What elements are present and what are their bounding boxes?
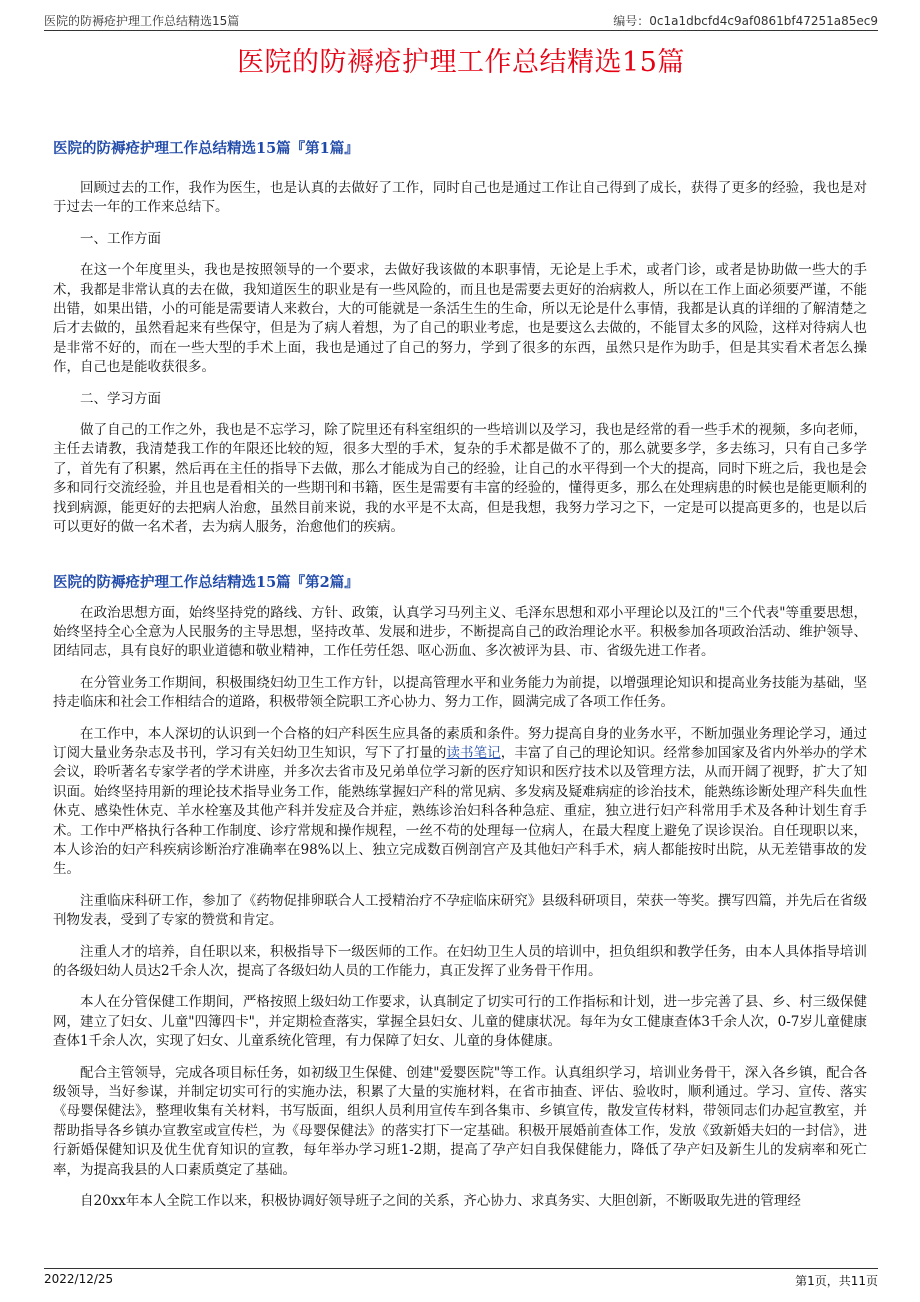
reading-notes-link[interactable]: 读书笔记 xyxy=(446,744,501,761)
paragraph: 配合主管领导，完成各项目标任务，如初级卫生保健、创建"爱婴医院"等工作。认真组织学习，培训业务骨干，深入各乡镇，配合各级领导，当好参谋，并制定切实可行的实施办法，积累了大量的实施材料，在省市抽查、评估、验收时，顺利通过。学习、宣传、落实《母婴保健法》，整理收集有关材料，书写版面，组织人员利用宣传车到各集市、乡镇宣传，散发宣传材料，带领同志们办起宣教室，并帮助指导各乡镇办宣教室或宣传栏，为《母婴保健法》的落实打下一定基础。积极开展婚前查体工作，发放《致新婚夫妇的一封信》，进行新婚保健知识及优生优育知识的宣教，每年举办学习班1-2期，提高了孕产妇自我保健能力，降低了孕产妇及新生儿的发病率和死亡率，为提高我县的人口素质奠定了基础。 xyxy=(53,1064,867,1178)
header-doc-title: 医院的防褥疮护理工作总结精选15篇 xyxy=(44,14,240,28)
page-header xyxy=(44,8,878,31)
paragraph: 在政治思想方面，始终坚持党的路线、方针、政策，认真学习马列主义、毛泽东思想和邓小平理论以及江的"三个代表"等重要思想，始终坚持全心全意为人民服务的主导思想，坚持改革、发展和进步，不断提高自己的政治理论水平。积极参加各项政治活动、维护领导、团结同志，具有良好的职业道德和敬业精神，工作任劳任怨、呕心沥血、多次被评为县、市、省级先进工作者。 xyxy=(53,604,867,660)
paragraph: 在这一个年度里头，我也是按照领导的一个要求，去做好我该做的本职事情，无论是上手术，或者门诊，或者是协助做一些大的手术，我都是非常认真的去在做，我知道医生的职业是有一些风险的，而且也是需要去更好的治病救人，所以在工作上面必须要严谨，不能出错，如果出错，小的可能是需要请人来救台，大的可能就是一条活生生的生命，所以无论是什么事情，我都是认真的详细的了解清楚之后才去做的，虽然看起来有些保守，但是为了病人着想，为了自己的职业考虑，也是要这么去做的，不能冒太多的风险，这样对待病人也是非常不好的，而在一些大型的手术上面，我也是通过了自己的努力，学到了很多的东西，虽然只是作为助手，但是其实看术者怎么操作，自己也是能收获很多。 xyxy=(53,262,867,376)
section-2-title: 医院的防褥疮护理工作总结精选15篇『第2篇』 xyxy=(53,573,359,591)
paragraph-text: ，丰富了自己的理论知识。经常参加国家及省内外举办的学术会议，聆听著名专家学者的学术讲座，并多次去省市及兄弟单位学习新的医疗知识和医疗技术以及管理方法，从而开阔了视野，扩大了知识面。始终坚持用新的理论技术指导业务工作，能熟练掌握妇产科的常见病、多发病及疑难病症的诊治技术，能熟练诊断处理产科失血性休克、感染性休克、羊水栓塞及其他产科并发症及合并症，熟练诊治妇科各种急症、重症，独立进行妇产科常用手术及各种计划生育手术。工作中严格执行各种工作制度、诊疗常规和操作规程，一丝不苟的处理每一位病人，在最大程度上避免了误诊误治。自任现职以来，本人诊治的妇产科疾病诊断治疗准确率在98%以上、独立完成数百例剖宫产及其他妇产科手术，病人都能按时出院，从无差错事故的发生。 xyxy=(53,744,868,878)
section-1-title: 医院的防褥疮护理工作总结精选15篇『第1篇』 xyxy=(53,140,359,157)
footer-page-number: 第1页，共11页 xyxy=(795,1274,878,1288)
paragraph: 做了自己的工作之外，我也是不忘学习，除了院里还有科室组织的一些培训以及学习，我也是经常的看一些手术的视频，多向老师，主任去请教，我清楚我工作的年限还比较的短，很多大型的手术，复杂的手术都是做不了的，那么就要多学，多去练习，只有自己多学了，首先有了积累，然后再在主任的指导下去做，那么才能成为自己的经验，让自己的水平得到一个大的提高，同时下班之后，我也是会多和同行交流经验，并且也是看相关的一些期刊和书籍，医生是需要有丰富的经验的，懂得更多，那么在处理病患的时候也是能更顺利的找到病源，能更好的去把病人治愈，虽然目前来说，我的水平是不太高，但是我想，我努力学习之下，一定是可以提高更多的，也是以后可以更好的做一名术者，去为病人服务，治愈他们的疾病。 xyxy=(53,422,867,536)
paragraph-text: 在工作中，本人深切的认识到一个合格的妇产科医生应具备的素质和条件。努力提高自身的业务水平，不断加强业务理论学习，通过订阅大量业务杂志及书刊，学习有关妇幼卫生知识，写下了打量的 xyxy=(53,725,867,761)
page-title: 医院的防褥疮护理工作总结精选15篇 xyxy=(237,47,685,78)
paragraph: 自20xx年本人全院工作以来，积极协调好领导班子之间的关系，齐心协力、求真务实、大胆创新，不断吸取先进的管理经 xyxy=(80,1193,801,1210)
paragraph: 本人在分管保健工作期间，严格按照上级妇幼工作要求，认真制定了切实可行的工作指标和计划，进一步完善了县、乡、村三级保健网，建立了妇女、儿童"四簿四卡"，并定期检查落实，掌握全县妇女、儿童的健康状况。每年为女工健康查体3千余人次，0-7岁儿童健康查体1千余人次，实现了妇女、儿童系统化管理，有力保障了妇女、儿童的身体健康。 xyxy=(53,994,867,1050)
page-footer xyxy=(44,1268,878,1289)
document-body xyxy=(53,138,867,1211)
paragraph xyxy=(53,725,867,880)
subheading-work: 一、工作方面 xyxy=(80,230,161,247)
paragraph: 注重人才的培养，自任职以来，积极指导下一级医师的工作。在妇幼卫生人员的培训中，担负组织和教学任务，由本人具体指导培训的各级妇幼人员达2千余人次，提高了各级妇幼人员的工作能力，真正发挥了业务骨干作用。 xyxy=(53,943,867,979)
header-doc-id: 编号：0c1a1dbcfd4c9af0861bf47251a85ec9 xyxy=(613,14,878,28)
subheading-study: 二、学习方面 xyxy=(80,390,161,407)
footer-date: 2022/12/25 xyxy=(44,1272,114,1286)
paragraph: 回顾过去的工作，我作为医生，也是认真的去做好了工作，同时自己也是通过工作让自己得到了成长，获得了更多的经验，我也是对于过去一年的工作来总结下。 xyxy=(53,180,867,216)
paragraph: 注重临床科研工作，参加了《药物促排卵联合人工授精治疗不孕症临床研究》县级科研项目，荣获一等奖。撰写四篇，并先后在省级刊物发表，受到了专家的赞赏和肯定。 xyxy=(53,892,867,929)
paragraph: 在分管业务工作期间，积极围绕妇幼卫生工作方针，以提高管理水平和业务能力为前提，以增强理论知识和提高业务技能为基础，坚持走临床和社会工作相结合的道路，积极带领全院职工齐心协力、努力工作，圆满完成了各项工作任务。 xyxy=(53,674,867,711)
